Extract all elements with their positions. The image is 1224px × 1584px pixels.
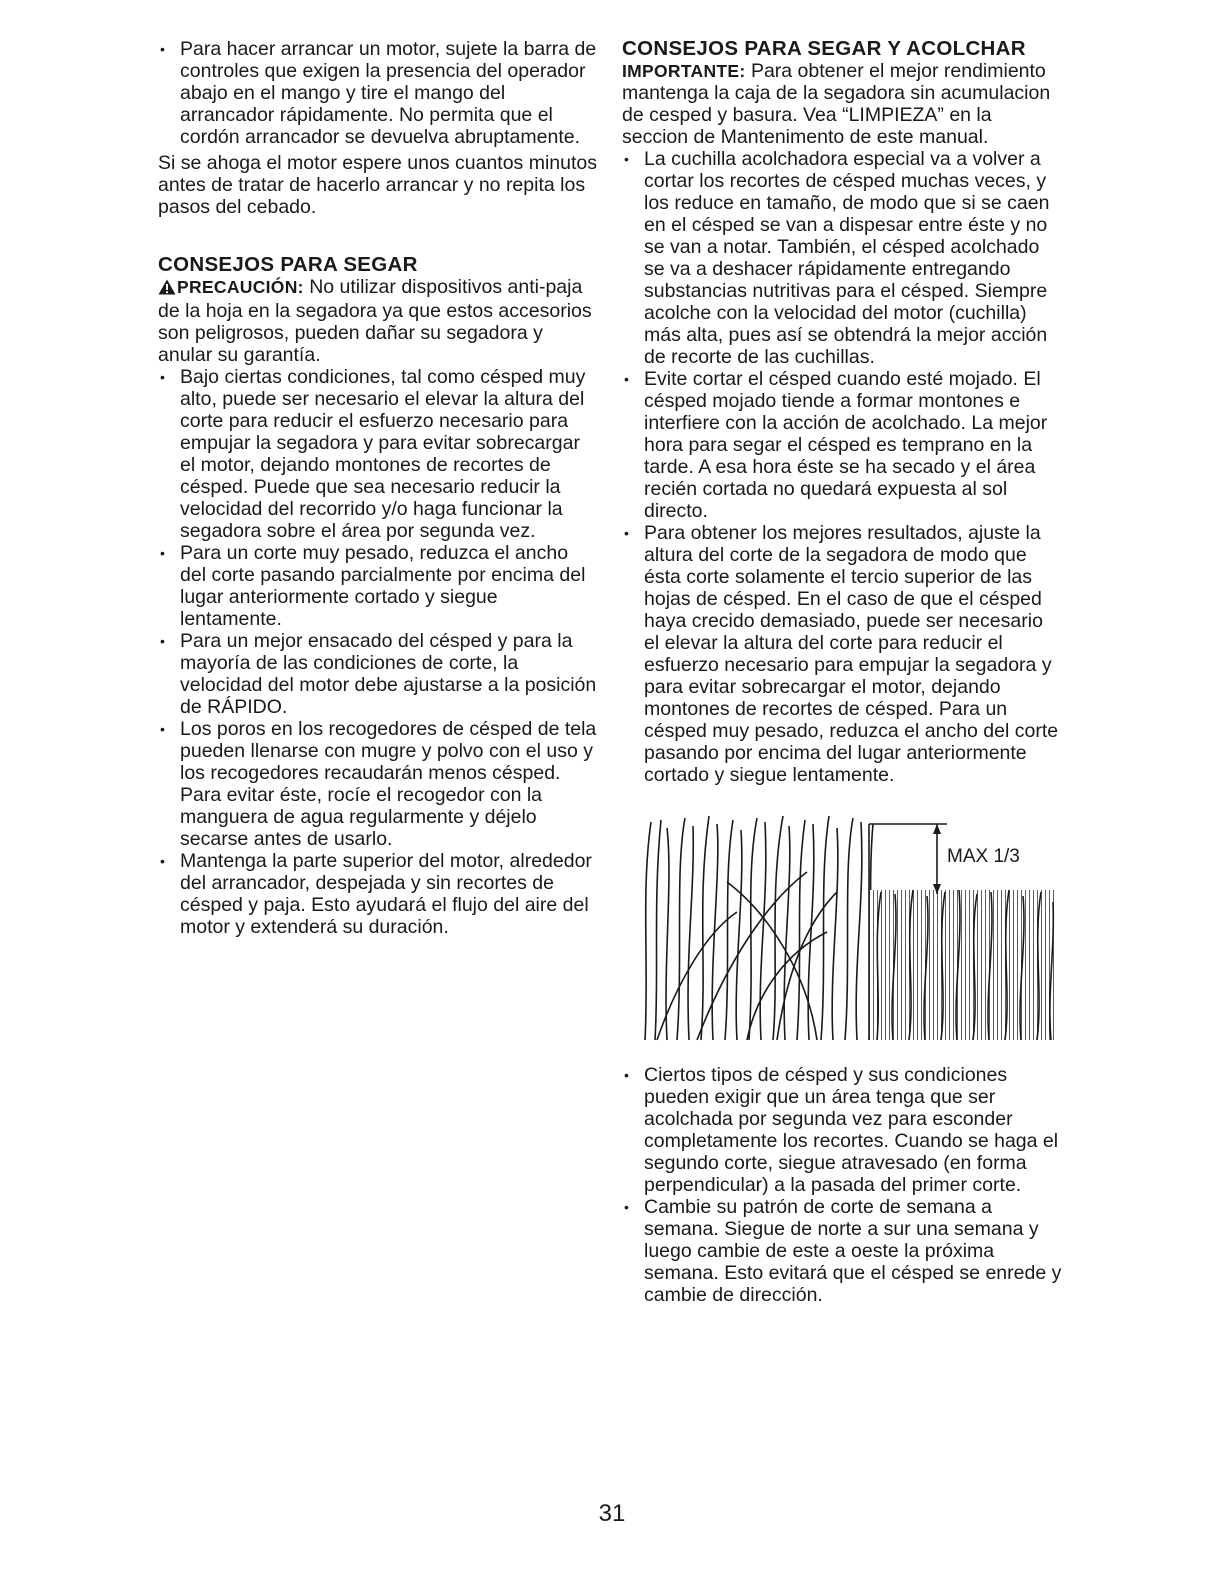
list-item: • Para un corte muy pesado, reduzca el ancho del corte pasando parcialmente por encima del lugar anteriormente cortado y siegue lentamente. xyxy=(158,542,598,630)
grass-cut-height-illustration xyxy=(637,812,1057,1042)
list-item: • Mantenga la parte superior del motor, alrededor del arrancador, despejada y sin recortes de césped y paja. Esto ayudará el flujo del aire del motor y extenderá su duración. xyxy=(158,850,598,938)
max-one-third-label: MAX 1/3 xyxy=(947,846,1020,867)
left-column xyxy=(158,38,598,938)
important-paragraph xyxy=(622,60,1062,148)
caution-text: No utilizar dispositivos anti-paja de la hoja en la segadora ya que estos accesorios son peligrosos, pueden dañar su segadora y anular su garantía. xyxy=(158,276,592,366)
list-item: • Los poros en los recogedores de césped de tela pueden llenarse con mugre y polvo con el uso y los recogedores recaudarán menos césped. Para evitar éste, rocíe el recogedor con la manguera de agua regularmente y déjelo secarse antes de usarlo. xyxy=(158,718,598,850)
list-item: • Cambie su patrón de corte de semana a semana. Siegue de norte a sur una semana y luego cambie de este a oeste la próxima semana. Esto evitará que el césped se enrede y cambie de dirección. xyxy=(622,1196,1062,1306)
caution-paragraph xyxy=(158,276,598,366)
caution-label: PRECAUCIÓN: xyxy=(177,277,304,297)
list-item: • Para obtener los mejores resultados, ajuste la altura del corte de la segadora de modo que ésta corte solamente el tercio superior de las hojas de césped. En el caso de que el césped haya crecido demasiado, puede ser necesario el elevar la altura del corte para reducir el esfuerzo necesario para empujar la segadora y para evitar sobrecargar el motor, dejando montones de recortes de césped. Para un césped muy pesado, reduzca el ancho del corte pasando por encima del lugar anteriormente cortado y siegue lentamente. xyxy=(622,522,1062,786)
warning-triangle-icon xyxy=(158,278,176,300)
page-number: 31 xyxy=(598,1500,626,1527)
list-item: • La cuchilla acolchadora especial va a volver a cortar los recortes de césped muchas veces, y los reduce en tamaño, de modo que si se caen en el césped se van a dispesar entre éste y no se van a notar. También, el césped acolchado se va a deshacer rápidamente entregando substancias nutritivas para el césped. Siempre acolche con la velocidad del motor (cuchilla) más alta, pues así se obtendrá la mejor acción de recorte de las cuchillas. xyxy=(622,148,1062,368)
flooded-engine-paragraph: Si se ahoga el motor espere unos cuantos minutos antes de tratar de hacerlo arrancar y no repita los pasos del cebado. xyxy=(158,152,598,218)
start-engine-bullet: • Para hacer arrancar un motor, sujete la barra de controles que exigen la presencia del operador abajo en el mango y tire el mango del arrancador rápidamente. No permita que el cordón arrancador se devuelva abruptamente. xyxy=(158,38,598,148)
important-text: Para obtener el mejor rendimiento mantenga la caja de la segadora sin acumulacion de cesped y basura. Vea “LIMPIEZA” en la seccion de Mantenimento de este manual. xyxy=(622,60,1051,148)
list-item: • Bajo ciertas condiciones, tal como césped muy alto, puede ser necesario el elevar la altura del corte para reducir el esfuerzo necesario para empujar la segadora y para evitar sobrecargar el motor, dejando montones de recortes de césped. Puede que sea necesario reducir la velocidad del recorrido y/o haga funcionar la segadora sobre el área por segunda vez. xyxy=(158,366,598,542)
mowing-tips-heading: CONSEJOS PARA SEGAR xyxy=(158,253,418,276)
list-item: • Evite cortar el césped cuando esté mojado. El césped mojado tiende a formar montones e interfiere con la acción de acolchado. La mejor hora para segar el césped es temprano en la tarde. A esa hora éste se ha secado y el área recién cortada no quedará expuesta al sol directo. xyxy=(622,368,1062,522)
mulching-tips-heading: CONSEJOS PARA SEGAR Y ACOLCHAR xyxy=(622,37,1026,60)
list-item: • Ciertos tipos de césped y sus condiciones pueden exigir que un área tenga que ser acolchada por segunda vez para esconder completamente los recortes. Cuando se haga el segundo corte, siegue atravesado (en forma perpendicular) a la pasada del primer corte. xyxy=(622,1064,1062,1196)
list-item: • Para un mejor ensacado del césped y para la mayoría de las condiciones de corte, la velocidad del motor debe ajustarse a la posición de RÁPIDO. xyxy=(158,630,598,718)
important-label: IMPORTANTE: xyxy=(622,61,746,81)
right-column xyxy=(622,38,1062,1306)
